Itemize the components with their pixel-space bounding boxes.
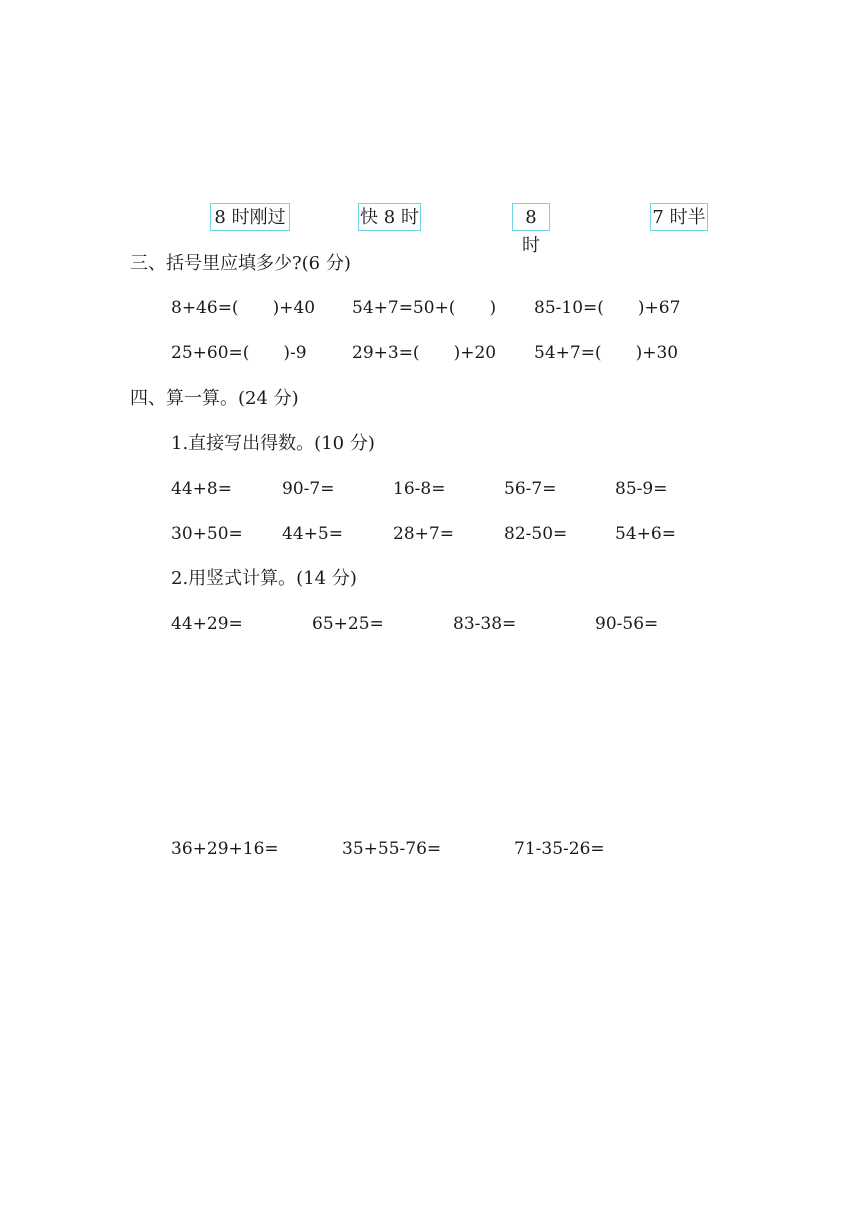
fill-blank-equation: 85-10=( )+67 [534, 298, 681, 318]
calc-item: 56-7= [504, 479, 557, 499]
calc-item: 90-7= [282, 479, 335, 499]
vertical-calc-item: 44+29= [171, 614, 243, 634]
answer-option-box: 7 时半 [650, 203, 708, 231]
subsection-title: 2.用竖式计算。(14 分) [171, 568, 357, 589]
section-title: 三、括号里应填多少?(6 分) [130, 253, 351, 274]
fill-blank-equation: 54+7=( )+30 [534, 343, 679, 363]
vertical-calc-item: 35+55-76= [342, 839, 442, 859]
calc-item: 44+8= [171, 479, 232, 499]
answer-option-box: 快 8 时 [358, 203, 421, 231]
fill-blank-equation: 54+7=50+( ) [352, 298, 497, 318]
calc-item: 44+5= [282, 524, 343, 544]
fill-blank-equation: 29+3=( )+20 [352, 343, 497, 363]
vertical-calc-item: 65+25= [312, 614, 384, 634]
vertical-calc-item: 36+29+16= [171, 839, 279, 859]
calc-item: 54+6= [615, 524, 676, 544]
vertical-calc-item: 83-38= [453, 614, 517, 634]
calc-item: 28+7= [393, 524, 454, 544]
section-title: 四、算一算。(24 分) [130, 388, 299, 409]
fill-blank-equation: 25+60=( )-9 [171, 343, 307, 363]
answer-option-box: 8 时刚过 [210, 203, 290, 231]
calc-item: 82-50= [504, 524, 568, 544]
calc-item: 16-8= [393, 479, 446, 499]
subsection-title: 1.直接写出得数。(10 分) [171, 433, 375, 454]
vertical-calc-item: 71-35-26= [514, 839, 605, 859]
fill-blank-equation: 8+46=( )+40 [171, 298, 316, 318]
vertical-calc-item: 90-56= [595, 614, 659, 634]
answer-option-box: 8 时 [512, 203, 550, 231]
calc-item: 30+50= [171, 524, 243, 544]
calc-item: 85-9= [615, 479, 668, 499]
